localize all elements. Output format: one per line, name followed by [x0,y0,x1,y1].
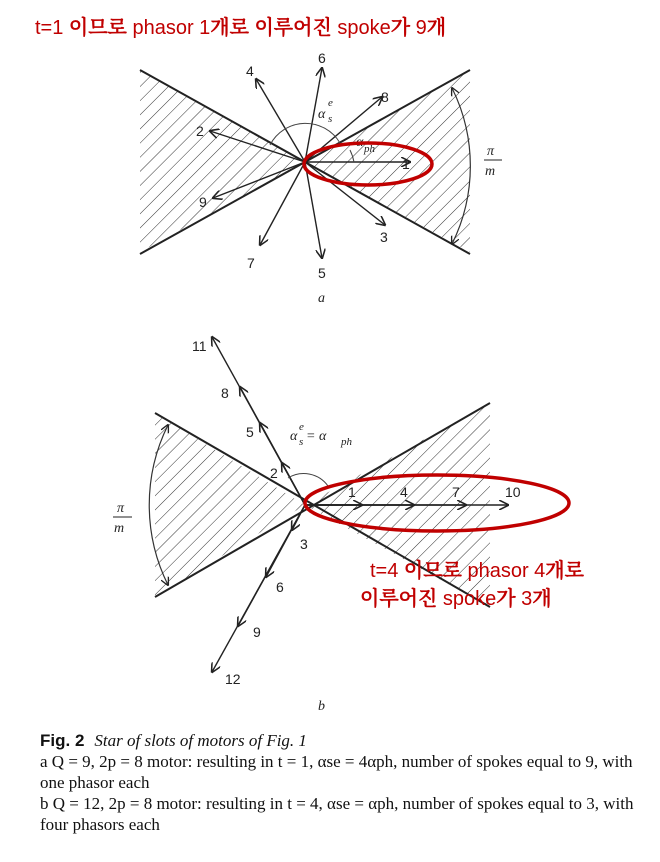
spoke-label-2: 2 [196,123,204,139]
diagram-b [113,337,569,714]
spoke-label-7: 7 [452,484,460,500]
figure-caption [40,730,640,835]
spoke-label-1: 1 [348,484,356,500]
spoke-label-6: 6 [276,579,284,595]
spoke-label-10: 10 [505,484,521,500]
caption-heading [40,730,640,751]
diagram-a-label: a [318,291,325,306]
caption-line-b: b Q = 12, 2p = 8 motor: resulting in t = 4, αse = αph, number of spokes equal to 3, with four phasors each [40,794,634,834]
svg-text:α: α [356,135,364,150]
pi-over-m-label [113,501,132,536]
svg-text:= α: = α [306,429,327,444]
spoke-label-6: 6 [318,50,326,66]
spoke-label-7: 7 [247,255,255,271]
alpha-eq-label [290,421,353,448]
svg-text:π: π [487,144,495,159]
annotation-bottom-line1: t=4 이므로 phasor 4개로 [370,560,584,582]
alpha-se-label [318,97,333,125]
svg-text:π: π [117,501,125,516]
svg-text:ph: ph [364,143,375,155]
svg-text:e: e [328,97,333,109]
spoke-label-8: 8 [381,89,389,105]
diagram-b-label: b [318,699,325,714]
caption-line-a: a Q = 9, 2p = 8 motor: resulting in t = 1, αse = 4αph, number of spokes equal to 9, with one phasor each [40,752,633,792]
figure-number: Fig. 2 [40,731,85,750]
svg-text:s: s [299,436,304,448]
svg-text:e: e [299,421,304,433]
svg-text:ph: ph [341,436,352,448]
hatched-sector-left [155,413,305,597]
figure-title: Star of slots of motors of Fig. 1 [94,731,307,750]
spoke-label-11: 11 [192,338,207,354]
svg-text:s: s [328,113,333,125]
spoke-label-4: 4 [400,484,408,500]
spoke-label-9: 9 [253,624,261,640]
spoke-label-8: 8 [221,385,229,401]
svg-text:α: α [290,429,298,444]
spoke-label-3: 3 [380,229,388,245]
hatched-sector-left [140,70,305,252]
svg-text:m: m [485,164,496,179]
spoke-label-2: 2 [270,465,278,481]
spoke-label-1: 1 [402,156,410,172]
diagram-a [140,50,502,306]
spoke-label-9: 9 [199,194,207,210]
svg-text:m: m [114,521,125,536]
spoke-label-12: 12 [225,671,241,687]
spoke-label-5: 5 [246,424,254,440]
spoke-label-5: 5 [318,265,326,281]
annotation-top: t=1 이므로 phasor 1개로 이루어진 spoke가 9개 [35,17,447,39]
spoke-label-4: 4 [246,63,254,79]
annotation-bottom-line2: 이루어진 spoke가 3개 [360,588,552,610]
svg-text:α: α [318,107,326,122]
pi-over-m-label [484,144,502,179]
spoke-label-3: 3 [300,536,308,552]
